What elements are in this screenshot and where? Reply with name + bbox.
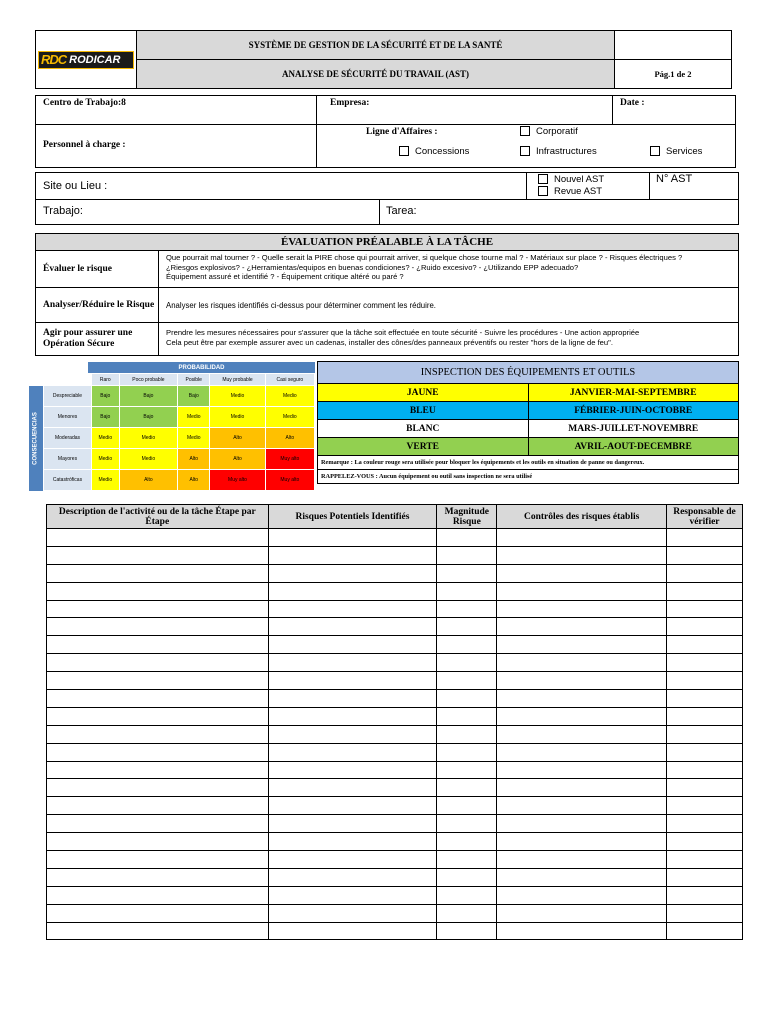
table-cell[interactable]: [437, 672, 497, 690]
probability-column-label: Poco probable: [119, 374, 178, 386]
table-cell[interactable]: [268, 868, 437, 886]
table-cell[interactable]: [437, 868, 497, 886]
table-cell[interactable]: [667, 618, 743, 636]
table-cell[interactable]: [437, 564, 497, 582]
probability-header: PROBABILIDAD: [88, 362, 315, 373]
table-cell[interactable]: [667, 672, 743, 690]
option-corporatif[interactable]: [520, 126, 578, 137]
table-cell[interactable]: [497, 851, 667, 869]
table-cell[interactable]: [667, 868, 743, 886]
option-label: Concessions: [415, 146, 470, 157]
table-cell[interactable]: [47, 886, 269, 904]
table-cell[interactable]: [667, 904, 743, 922]
trabajo-label[interactable]: Trabajo:: [43, 205, 83, 217]
table-cell[interactable]: [497, 582, 667, 600]
inspection-table: [317, 361, 739, 484]
text-line: ¿Riesgos explosivos? - ¿Herramientas/equipos en buenas condiciones? - ¿Ruido excesivo? - ¿Utilizando EPP adecuado?: [166, 262, 579, 272]
table-row: [47, 707, 743, 725]
risk-level-cell: Muy alto: [265, 470, 314, 491]
table-cell[interactable]: [497, 922, 667, 940]
checkbox[interactable]: [538, 186, 548, 196]
inspection-remark: Remarque : La couleur rouge sera utilisée pour bloquer les équipements et les outils en situation de panne ou dangereux.: [318, 456, 739, 470]
table-row: [47, 582, 743, 600]
text-line: Que pourrait mal tourner ? - Quelle serait la PIRE chose qui pourrait arriver, si quelque chose tourne mal ? - Matériaux sur place ? - Risques électriques ?: [166, 253, 683, 262]
probability-column-label: Muy probable: [210, 374, 265, 386]
table-cell[interactable]: [497, 672, 667, 690]
table-cell[interactable]: [437, 707, 497, 725]
table-cell[interactable]: [268, 600, 437, 618]
table-cell[interactable]: [437, 904, 497, 922]
risk-level-cell: Alto: [119, 470, 178, 491]
table-cell[interactable]: [667, 761, 743, 779]
table-cell[interactable]: [667, 743, 743, 761]
table-cell[interactable]: [667, 600, 743, 618]
table-cell[interactable]: [268, 618, 437, 636]
table-cell[interactable]: [667, 529, 743, 547]
divider: [158, 251, 159, 355]
revue-ast-option[interactable]: [538, 186, 602, 197]
evaluation-block: [35, 233, 739, 356]
table-cell[interactable]: [497, 797, 667, 815]
option-label: Infrastructures: [536, 146, 597, 157]
table-cell[interactable]: [47, 761, 269, 779]
checkbox[interactable]: [650, 146, 660, 156]
table-cell[interactable]: [437, 922, 497, 940]
risk-level-cell: Alto: [265, 428, 314, 449]
table-cell[interactable]: [667, 833, 743, 851]
activity-table: [46, 504, 743, 940]
table-cell[interactable]: [268, 851, 437, 869]
table-cell[interactable]: [268, 672, 437, 690]
table-cell[interactable]: [437, 618, 497, 636]
table-cell[interactable]: [667, 546, 743, 564]
table-cell[interactable]: [667, 636, 743, 654]
centro-label: Centro de Trabajo:8: [43, 98, 126, 108]
risk-level-cell: Alto: [210, 428, 265, 449]
table-cell[interactable]: [268, 564, 437, 582]
option-label: Services: [666, 146, 703, 157]
table-row: [47, 672, 743, 690]
row-label-evaluer: Évaluer le risque: [43, 264, 112, 274]
nouvel-ast-option[interactable]: [538, 174, 604, 185]
consequences-label: CONSECUENCIAS: [32, 412, 39, 465]
table-cell[interactable]: [497, 546, 667, 564]
risk-level-cell: Medio: [265, 386, 314, 407]
matrix-corner: [44, 374, 92, 386]
table-row: [47, 618, 743, 636]
table-cell[interactable]: [667, 779, 743, 797]
risk-level-cell: Medio: [92, 470, 120, 491]
risk-level-cell: Alto: [178, 470, 210, 491]
table-cell[interactable]: [268, 707, 437, 725]
table-cell[interactable]: [437, 600, 497, 618]
checkbox[interactable]: [399, 146, 409, 156]
table-cell[interactable]: [47, 707, 269, 725]
site-label[interactable]: Site ou Lieu :: [43, 180, 108, 192]
table-cell[interactable]: [497, 707, 667, 725]
table-cell[interactable]: [47, 636, 269, 654]
row-label-agir: Agir pour assurer une Opération Sécure: [43, 328, 133, 349]
table-cell[interactable]: [667, 815, 743, 833]
table-cell[interactable]: [47, 904, 269, 922]
table-cell[interactable]: [268, 886, 437, 904]
col-header-magnitude: Magnitude Risque: [437, 505, 497, 529]
divider: [36, 124, 735, 125]
text-line: Prendre les mesures nécessaires pour s'assurer que la tâche soit effectuée en toute sécurité - Suivre les procédures - Une action appropriée: [166, 328, 640, 337]
probability-column-label: Casi seguro: [265, 374, 314, 386]
ligne-label: Ligne d'Affaires :: [366, 127, 438, 137]
table-cell[interactable]: [268, 743, 437, 761]
table-cell[interactable]: [667, 922, 743, 940]
table-row: [47, 743, 743, 761]
checkbox[interactable]: [538, 174, 548, 184]
divider: [612, 96, 613, 124]
table-cell[interactable]: [497, 725, 667, 743]
table-cell[interactable]: [437, 743, 497, 761]
table-cell[interactable]: [47, 815, 269, 833]
consequences-sidebar: [29, 386, 43, 491]
table-cell[interactable]: [268, 815, 437, 833]
inspection-reminder: RAPPELEZ-VOUS : Aucun équipement ou outil sans inspection ne sera utilisé: [318, 470, 739, 484]
table-row: [47, 851, 743, 869]
table-row: [47, 654, 743, 672]
inspection-color: VERTE: [318, 438, 529, 456]
table-cell[interactable]: [268, 546, 437, 564]
site-block: [35, 172, 739, 225]
col-header-description: Description de l'activité ou de la tâche Étape par Étape: [47, 505, 269, 529]
text-line: Cela peut être par exemple assurer avec un cadenas, installer des cônes/des panneaux préventifs ou rester "hors de la ligne de feu".: [166, 337, 613, 347]
row-label-analyser: Analyser/Réduire le Risque: [43, 299, 155, 310]
option-label: Nouvel AST: [554, 174, 605, 185]
table-cell[interactable]: [497, 636, 667, 654]
risk-level-cell: Medio: [92, 428, 120, 449]
header-blank-cell: [615, 31, 731, 60]
probability-column-label: Raro: [92, 374, 120, 386]
table-cell[interactable]: [437, 797, 497, 815]
table-row: [47, 833, 743, 851]
table-cell[interactable]: [437, 851, 497, 869]
risk-level-cell: Alto: [210, 449, 265, 470]
table-row: [47, 600, 743, 618]
matrix-row: [44, 449, 315, 470]
table-cell[interactable]: [497, 600, 667, 618]
divider: [526, 173, 527, 199]
consequence-row-label: Despreciable: [44, 386, 92, 407]
divider: [316, 96, 317, 167]
table-cell[interactable]: [47, 564, 269, 582]
inspection-block: [317, 361, 739, 487]
row-text-analyser: [166, 288, 736, 322]
inspection-row: [318, 438, 739, 456]
table-cell[interactable]: [437, 761, 497, 779]
row-text-agir: [166, 328, 736, 347]
table-cell[interactable]: [667, 886, 743, 904]
logo-text: RODICAR: [69, 53, 121, 66]
table-cell[interactable]: [47, 672, 269, 690]
table-cell[interactable]: [497, 564, 667, 582]
table-cell[interactable]: [47, 779, 269, 797]
consequence-row-label: Catastróficas: [44, 470, 92, 491]
table-cell[interactable]: [47, 690, 269, 708]
table-cell[interactable]: [437, 690, 497, 708]
table-cell[interactable]: [497, 690, 667, 708]
inspection-color: BLANC: [318, 420, 529, 438]
table-row: [47, 815, 743, 833]
row-text-evaluer: [166, 253, 736, 282]
risk-level-cell: Medio: [210, 386, 265, 407]
table-cell[interactable]: [497, 833, 667, 851]
risk-level-cell: Muy alto: [265, 449, 314, 470]
table-cell[interactable]: [667, 797, 743, 815]
table-cell[interactable]: [667, 690, 743, 708]
table-cell[interactable]: [437, 779, 497, 797]
table-cell[interactable]: [47, 546, 269, 564]
table-row: [47, 546, 743, 564]
table-cell[interactable]: [47, 529, 269, 547]
table-row: [47, 636, 743, 654]
table-cell[interactable]: [667, 654, 743, 672]
table-cell[interactable]: [268, 582, 437, 600]
risk-level-cell: Muy alto: [210, 470, 265, 491]
inspection-color: BLEU: [318, 402, 529, 420]
table-cell[interactable]: [497, 815, 667, 833]
risk-level-cell: Medio: [119, 428, 178, 449]
inspection-months: MARS-JUILLET-NOVEMBRE: [528, 420, 739, 438]
table-cell[interactable]: [268, 529, 437, 547]
inspection-months: JANVIER-MAI-SEPTEMBRE: [528, 384, 739, 402]
inspection-row: [318, 402, 739, 420]
table-cell[interactable]: [667, 582, 743, 600]
evaluation-title: ÉVALUATION PRÉALABLE À LA TÂCHE: [36, 234, 738, 251]
table-cell[interactable]: [667, 725, 743, 743]
risk-level-cell: Bajo: [178, 386, 210, 407]
table-cell[interactable]: [437, 582, 497, 600]
table-cell[interactable]: [497, 904, 667, 922]
table-cell[interactable]: [47, 582, 269, 600]
table-cell[interactable]: [47, 922, 269, 940]
table-cell[interactable]: [47, 618, 269, 636]
table-cell[interactable]: [47, 654, 269, 672]
table-cell[interactable]: [437, 636, 497, 654]
inspection-row: [318, 384, 739, 402]
risk-level-cell: Medio: [178, 407, 210, 428]
inspection-months: FÉBRIER-JUIN-OCTOBRE: [528, 402, 739, 420]
risk-level-cell: Medio: [210, 407, 265, 428]
inspection-months: AVRIL-AOUT-DECEMBRE: [528, 438, 739, 456]
table-cell[interactable]: [268, 654, 437, 672]
logo-initials: RDC: [41, 52, 67, 67]
risk-level-cell: Bajo: [119, 386, 178, 407]
table-row: [47, 868, 743, 886]
table-cell[interactable]: [437, 886, 497, 904]
risk-level-cell: Medio: [119, 449, 178, 470]
table-cell[interactable]: [437, 546, 497, 564]
col-header-controls: Contrôles des risques établis: [497, 505, 667, 529]
ast-number-label[interactable]: N° AST: [656, 173, 693, 185]
table-cell[interactable]: [47, 797, 269, 815]
table-row: [47, 922, 743, 940]
checkbox[interactable]: [520, 126, 530, 136]
divider: [379, 199, 380, 224]
document-title: ANALYSE DE SÉCURITÉ DU TRAVAIL (AST): [137, 60, 615, 88]
col-header-risks: Risques Potentiels Identifiés: [268, 505, 437, 529]
page-number: Pág.1 de 2: [654, 69, 692, 79]
option-services[interactable]: [650, 146, 702, 157]
divider: [36, 199, 738, 200]
table-cell[interactable]: [268, 779, 437, 797]
option-label: Revue AST: [554, 186, 603, 197]
risk-level-cell: Medio: [92, 449, 120, 470]
table-row: [47, 779, 743, 797]
checkbox[interactable]: [520, 146, 530, 156]
table-cell[interactable]: [497, 779, 667, 797]
table-cell[interactable]: [497, 529, 667, 547]
table-row: [47, 564, 743, 582]
matrix-grid: [43, 373, 315, 491]
date-label[interactable]: Date :: [620, 98, 645, 108]
col-header-responsible: Responsable de vérifier: [667, 505, 743, 529]
risk-matrix: [29, 361, 316, 492]
matrix-row: [44, 470, 315, 491]
table-cell[interactable]: [437, 833, 497, 851]
table-cell[interactable]: [667, 851, 743, 869]
table-row: [47, 761, 743, 779]
header-block: [35, 30, 732, 89]
consequence-row-label: Mayores: [44, 449, 92, 470]
table-cell[interactable]: [47, 868, 269, 886]
matrix-row: [44, 386, 315, 407]
table-cell[interactable]: [268, 690, 437, 708]
risk-level-cell: Alto: [178, 449, 210, 470]
divider: [649, 173, 650, 199]
table-cell[interactable]: [268, 833, 437, 851]
table-cell[interactable]: [47, 743, 269, 761]
option-concessions[interactable]: [399, 146, 469, 157]
table-cell[interactable]: [667, 707, 743, 725]
table-row: [47, 529, 743, 547]
table-cell[interactable]: [437, 725, 497, 743]
inspection-color: JAUNE: [318, 384, 529, 402]
risk-level-cell: Bajo: [119, 407, 178, 428]
table-cell[interactable]: [497, 886, 667, 904]
table-cell[interactable]: [497, 743, 667, 761]
table-cell[interactable]: [47, 600, 269, 618]
table-cell[interactable]: [47, 851, 269, 869]
risk-level-cell: Bajo: [92, 386, 120, 407]
table-row: [47, 690, 743, 708]
table-cell[interactable]: [268, 636, 437, 654]
table-cell[interactable]: [497, 618, 667, 636]
table-cell[interactable]: [437, 529, 497, 547]
logo: [36, 31, 137, 88]
table-row: [47, 886, 743, 904]
table-cell[interactable]: [437, 654, 497, 672]
table-cell[interactable]: [667, 564, 743, 582]
matrix-row: [44, 428, 315, 449]
table-cell[interactable]: [268, 761, 437, 779]
option-label: Corporatif: [536, 126, 578, 137]
table-row: [47, 797, 743, 815]
risk-level-cell: Medio: [178, 428, 210, 449]
probability-column-label: Posible: [178, 374, 210, 386]
risk-level-cell: Bajo: [92, 407, 120, 428]
personnel-label[interactable]: Personnel à charge :: [43, 140, 126, 150]
info-block: [35, 95, 736, 168]
table-cell[interactable]: [47, 725, 269, 743]
system-title: SYSTÈME DE GESTION DE LA SÉCURITÉ ET DE LA SANTÉ: [137, 31, 615, 60]
table-row: [47, 904, 743, 922]
table-cell[interactable]: [437, 815, 497, 833]
table-cell[interactable]: [268, 904, 437, 922]
inspection-title: INSPECTION DES ÉQUIPEMENTS ET OUTILS: [318, 362, 739, 384]
matrix-row: [44, 407, 315, 428]
text-line: Équipement assuré et identifié ? - Équipement critique altéré ou paré ?: [166, 272, 404, 281]
consequence-row-label: Moderadas: [44, 428, 92, 449]
risk-level-cell: Medio: [265, 407, 314, 428]
empresa-label[interactable]: Empresa:: [330, 98, 370, 108]
table-cell[interactable]: [268, 922, 437, 940]
inspection-row: [318, 420, 739, 438]
option-infrastructures[interactable]: [520, 146, 597, 157]
table-cell[interactable]: [497, 761, 667, 779]
tarea-label[interactable]: Tarea:: [386, 205, 417, 217]
text-line: Analyser les risques identifiés ci-dessus pour déterminer comment les réduire.: [166, 300, 436, 310]
table-cell[interactable]: [47, 833, 269, 851]
table-cell[interactable]: [268, 725, 437, 743]
table-cell[interactable]: [497, 654, 667, 672]
consequence-row-label: Menores: [44, 407, 92, 428]
table-cell[interactable]: [268, 797, 437, 815]
table-row: [47, 725, 743, 743]
table-cell[interactable]: [497, 868, 667, 886]
